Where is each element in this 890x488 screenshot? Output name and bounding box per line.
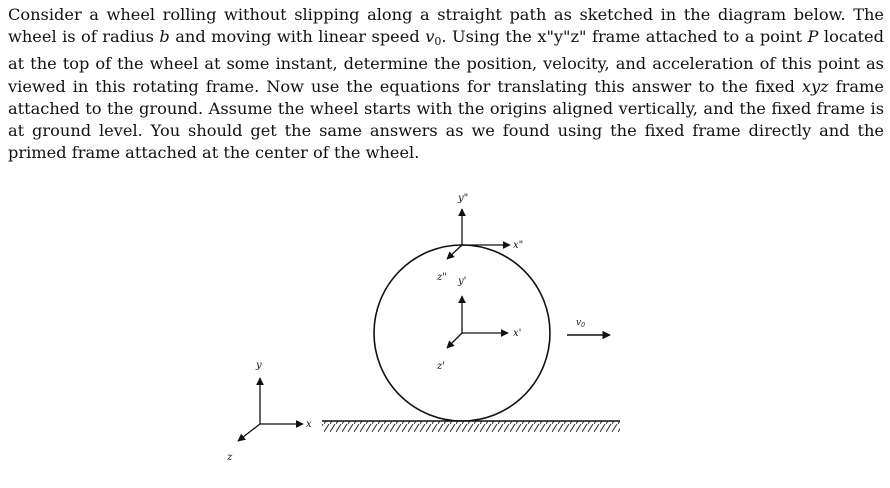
x-double-prime-label: x" [513, 240, 524, 251]
double-primed-frame [436, 193, 523, 283]
speed-subscript: 0 [434, 35, 442, 49]
velocity-indicator [567, 318, 610, 335]
fixed-z-axis [238, 424, 260, 441]
primed-frame [436, 276, 521, 372]
velocity-label [576, 318, 585, 329]
fixed-frame-symbol: xyz [801, 76, 829, 96]
ground [322, 421, 620, 432]
fixed-frame [226, 360, 312, 463]
ground-hatching [322, 421, 620, 432]
z-prime-label: z' [437, 361, 446, 372]
radius-symbol: b [159, 27, 170, 47]
problem-text-part-4: located at the top of the wheel at some instant, determine the position, velocity, and acceleration of this point as viewed in this rotating frame. Now use the equations for translating this answer to the fixed [8, 27, 884, 96]
z-double-prime-axis [447, 245, 462, 259]
problem-text-part-3: . Using the x"y"z" frame attached to a point [441, 27, 808, 47]
problem-text-part-5: frame attached to the ground. Assume the wheel starts with the origins aligned vertically, and the fixed frame is at ground level. You should get the same answers as we found using the fixed frame directly and the primed frame attached at the center of the wheel. [8, 76, 884, 163]
problem-text-part-2: and moving with linear speed [169, 27, 426, 47]
z-prime-axis [447, 333, 462, 348]
speed-symbol: v [425, 27, 435, 47]
fixed-x-label: x [306, 419, 312, 430]
velocity-subscript: 0 [581, 322, 585, 329]
fixed-y-label: y [256, 360, 262, 371]
fixed-z-label: z [227, 452, 233, 463]
velocity-symbol: v [576, 318, 582, 328]
y-double-prime-label: y" [458, 193, 469, 204]
z-double-prime-label: z" [437, 272, 447, 283]
point-symbol: P [807, 27, 819, 47]
x-prime-label: x' [513, 328, 522, 339]
problem-text-part-1: Consider a wheel rolling without slipping along a straight path as sketched in the diagram below. The wheel is of radius [8, 5, 884, 47]
y-prime-label: y' [458, 276, 467, 287]
